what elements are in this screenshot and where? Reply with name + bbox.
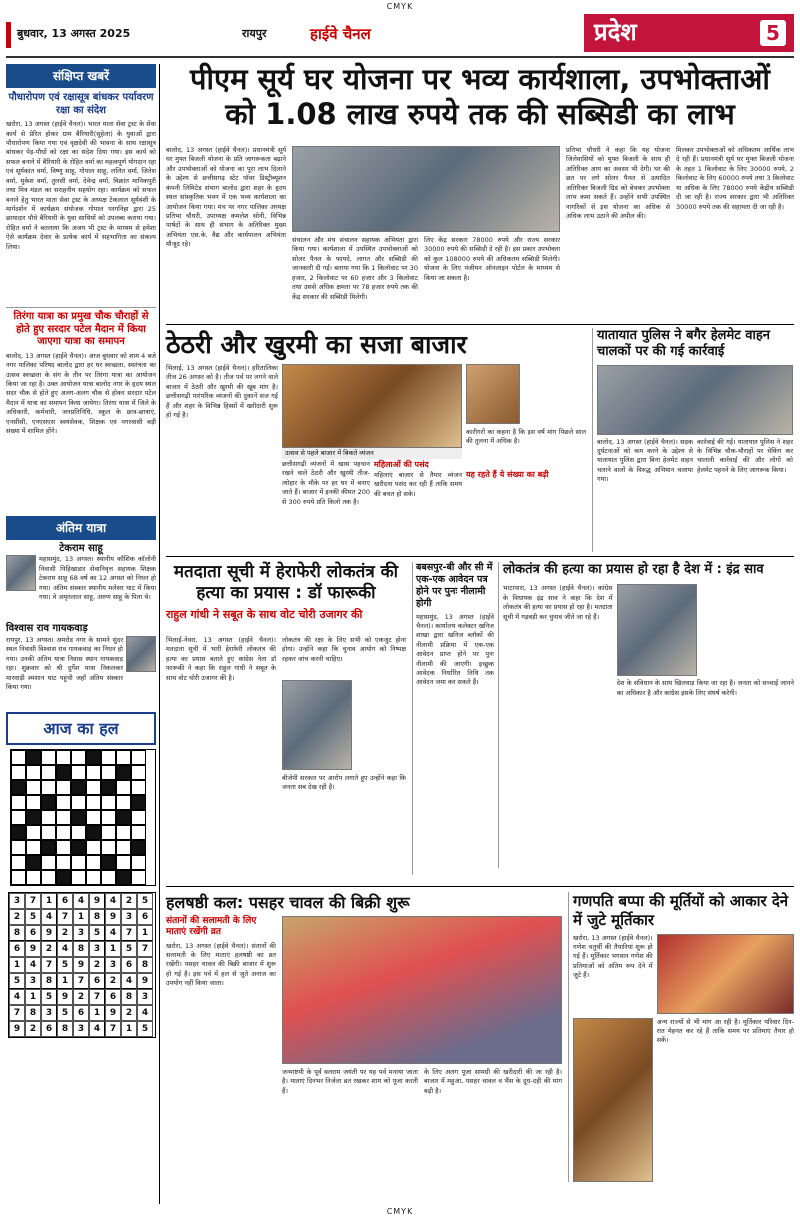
sudoku-cell: 9 [105,1005,121,1021]
lead-photo [292,146,560,232]
obit2-name: विश्वास राव गायकवाड़ [6,623,88,635]
obit1-body: महासमुंद, 13 अगस्त। स्थानीय कौशिक कॉलोनी निवासी पिहिखाडार सेवानिवृत्त सहायक शिक्षक टेकराम साहू 68 वर्ष का 12 अगस्त को निधन हो गया। अंतिम संस्कार स्थानीय मलेसर घाट में किया गया। वे अमृतलाल साहू, अरुण साहू के पिता थे। [39,555,156,602]
page-header [6,14,794,58]
thekri-sub-wrap [374,460,462,549]
sudoku-cell: 6 [9,941,25,957]
sudoku-cell: 4 [89,1021,105,1037]
brief-story1-body: खरोरा, 13 अगस्त (हाईवे चैनल)। भारत माता सेवा ट्रस्ट के सेवा कार्य से प्रेरित होकर ग्राम बैरियारी(सुहेला) के युवाओं द्वारा पौधारोपण किया गया एवं वृक्षदेवी की भावना के साथ रक्षासूत्र बांधकर पेड़-पौधों को रक्षा का संदेश दिया गया। इस कार्य को सफल बनाने में बैरियारी के रोहित वर्मा का महत्वपूर्ण योगदान रहा एवं सूर्यकांत वर्मा, विष्णु साहू, गोपाल साहू, ललित वर्मा, जितेश वर्मा, मुकेश वर्मा, तुलसी वर्मा, देवेन्द्र वर्मा, विक्रांत मानिकपुरी तथा मित्र मंडल का सराहनीय सहयोग रहा। कार्यक्रम को सफल बनाने हेतु भारत माता सेवा ट्रस्ट के अध्यक्ष टेकलाल सूर्यवंशी के मार्गदर्शन में कार्यक्रम संयोजक गोपाल परगनिहा द्वारा 25 छायादार पौधे बैरियारी के युवा साथियों को उपलब्ध कराया गया। रोहित वर्मा ने बतलाया कि अजय भी ट्रस्ट के माध्यम से हमेशा ऐसे कार्यक्रम देवार के प्रत्येक कार्य में सहभागिता का संकल्प लिया। [6,120,156,251]
lead-body-col5: मिलकर उपभोक्ताओं को अधिकतम आर्थिक लाभ दे रही हैं। प्रधानमंत्री सूर्य घर मुफ्त बिजली योजना के तहत 1 किलोवाट के लिए 30000 रुपये, 2 किलोवाट के लिए 60000 रुपये तथा 3 किलोवाट या अधिक के लिए 78000 रुपये केंद्रीय सब्सिडी दी जा रही है। राज्य सरकार द्वारा भी अतिरिक्त 30000 रुपये तक की सहायता दी जा रही है। [676,146,794,211]
sudoku-cell: 3 [89,941,105,957]
sudoku-cell: 7 [73,973,89,989]
print-mark-top: CMYK [386,2,414,11]
sudoku-cell: 4 [25,957,41,973]
sudoku-cell: 9 [73,957,89,973]
divider [166,886,794,887]
lead-headline [166,62,794,133]
sudoku-cell: 2 [121,1005,137,1021]
sudoku-cell: 8 [41,973,57,989]
sudoku-cell: 8 [121,989,137,1005]
obit1-name: टेकराम साहू [59,542,103,554]
farooqui-photo [282,680,352,770]
sudoku-cell: 1 [121,1021,137,1037]
sudoku-cell: 7 [41,957,57,973]
sudoku-cell: 4 [105,893,121,909]
sao-photo [617,584,697,676]
thekri-body4: कारीगरों का कहना है कि इस वर्ष मांग पिछले साल की तुलना में अधिक है। [466,428,586,446]
sudoku-cell: 2 [9,909,25,925]
sao-body1: भाटापारा, 13 अगस्त (हाईवे चैनल)। कांग्रेस के विधायक इंद्र साव ने कहा कि देश में लोकतंत्र की हत्या का प्रयास हो रहा है। मतदाता सूची में गड़बड़ी कर चुनाव जीते जा रहे हैं। [503,584,613,621]
halchhath-headline: हलषष्ठी कल: पसहर चावल की बिक्री शुरू [166,893,410,912]
puzzle-title: आज का हल [6,712,156,746]
ganesh-body2: अन्य राज्यों से भी मांग आ रही है। मूर्तिकार परिवार दिन-रात मेहनत कर रहे हैं ताकि समय पर प्रतिमाएं तैयार हो सकें। [656,1017,794,1045]
brand-logo: हाईवे चैनल [310,25,371,43]
halchhath-body1: खरोरा, 13 अगस्त (हाईवे चैनल)। संतानों की सलामती के लिए माताएं हलषष्ठी का व्रत रखेंगी। पसहर चावल की बिक्री बाजार में शुरू हो गई है। इस पर्व में हल से जुते अनाज का उपयोग नहीं किया जाता। [166,941,276,988]
halchhath-photo [282,916,562,1064]
sudoku-cell: 1 [137,925,153,941]
sudoku-cell: 2 [25,1021,41,1037]
crossword-grid [10,749,156,886]
sudoku-cell: 8 [73,941,89,957]
halchhath-body3: के लिए अलग पूजा सामग्री की खरीदारी की जा रही है। बाजार में महुआ, पसहर चावल व भैंस के दूध-दही की मांग बढ़ी है। [424,1068,562,1095]
sudoku-cell: 9 [105,909,121,925]
crossword [10,749,156,886]
lead-headline-line2: को 1.08 लाख रुपये तक की सब्सिडी का लाभ [225,97,735,132]
sudoku-cell: 6 [121,957,137,973]
sudoku-cell: 4 [9,989,25,1005]
lead-body-col1: बालोद, 13 अगस्त (हाईवे चैनल)। प्रधानमंत्री सूर्य घर मुफ्त बिजली योजना के प्रति जागरूकता बढ़ाने और उपभोक्ताओं को योजना का पूरा लाभ दिलाने के उद्देश्य से छत्तीसगढ़ स्टेट पॉवर डिस्ट्रीब्यूशन कंपनी लिमिटेड संभाग बालोद द्वारा शहर के हृदय स्थल सांस्कृतिक भवन में एक भव्य कार्यशाला का आयोजन किया गया। मंच पर नगर पालिका अध्यक्ष प्रतिभा चौधरी, उपाध्यक्ष कमलेश सोनी, विभिन्न पार्षदों के साथ ही संभाग के अतिरिक्त मुख्य अभियंता एस.के. वैद्य और कार्यपालन अभियंता मौजूद रहे। [166,146,286,249]
sudoku-cell: 5 [25,909,41,925]
sudoku-cell: 1 [105,941,121,957]
sudoku-cell: 7 [57,909,73,925]
sudoku-cell: 8 [89,909,105,925]
sudoku-cell: 1 [73,909,89,925]
divider [166,324,794,325]
sudoku-cell: 4 [105,925,121,941]
brief-title: संक्षिप्त खबरें [6,64,156,88]
print-mark-bottom: CMYK [386,1207,414,1217]
brief-story1-headline: पौधारोपण एवं रक्षासूत्र बांधकर पर्यावरण रक्षा का संदेश [8,92,154,116]
city: रायपुर [242,27,267,40]
sudoku-cell: 1 [41,893,57,909]
farooqui-body1: भिलाई-नेवरा, 13 अगस्त (हाईवे चैनल)। मतदाता सूची में भारी हेराफेरी लोकतंत्र की हत्या का प्रयास बताते हुए कांग्रेस नेता डॉ फारूकी ने कहा कि राहुल गांधी ने सबूत के साथ वोट चोरी उजागर की है। [166,636,276,682]
sao-body2: देश के संविधान के साथ खिलवाड़ किया जा रहा है। जनता को सच्चाई जानने का अधिकार है और कांग्रेस इसके लिए संघर्ष करेगी। [616,679,794,697]
sudoku-cell: 3 [41,1005,57,1021]
sudoku-cell: 4 [57,941,73,957]
helmet-body1: बालोद, 13 अगस्त (हाईवे चैनल)। सड़क दुर्घटनाओं को कम करने के उद्देश्य से यातायात पुलिस द्वारा बिना हेलमेट वाहन चलाने वालों के विरुद्ध अभियान चलाया गया। [597,437,693,484]
sudoku-cell: 9 [41,925,57,941]
auction-body: महासमुंद, 13 अगस्त (हाईवे चैनल)। कार्यालय कलेक्टर खनिज शाखा द्वारा खनिज ब्लॉकों की नीलामी प्रक्रिया में एक-एक आवेदन प्राप्त होने पर पुनः नीलामी की जाएगी। इच्छुक आवेदक निर्धारित तिथि तक आवेदन जमा कर सकते हैं। [416,612,494,687]
helmet-body2: कार्रवाई की गई। यातायात पुलिस ने शहर के विभिन्न चौक-चौराहों पर चेकिंग कर चालानी कार्रवाई की और लोगों को हेलमेट पहनने के लिए जागरूक किया। [697,437,793,474]
sudoku-cell: 2 [73,989,89,1005]
obit2-photo [126,636,156,672]
farooqui-headline: मतदाता सूची में हेराफेरी लोकतंत्र की हत्या का प्रयास : डॉ फारूकी [173,562,399,604]
auction-story [412,562,494,875]
sudoku-cell: 4 [73,893,89,909]
sudoku-cell: 4 [121,973,137,989]
sudoku-cell: 7 [25,893,41,909]
ganesh-photo [657,934,794,1014]
farooqui-body2: लोकतंत्र की रक्षा के लिए सभी को एकजुट होना होगा। उन्होंने कहा कि चुनाव आयोग को निष्पक्ष रहकर जांच करनी चाहिए। [282,636,406,663]
obituary-title: अंतिम यात्रा [6,516,156,540]
sudoku-cell: 3 [9,893,25,909]
helmet-photo [597,365,793,435]
thekri-photo [282,364,462,448]
obit2-body: रायपुर, 13 अगस्त। अमरोड नगर के सामने सुंदर स्थल निवासी विश्वास राव गायकवाड़ का निधन हो गया। उनकी अंतिम यात्रा निवास स्थान गायकवाड़ रहा। शुक्रवार को श्री दुर्गेश यात्रा निकलकर मारवाड़ी श्मशान घाट पहुंची जहाँ अंतिम संस्कार किया गया। [6,635,123,691]
left-sidebar [6,64,156,1204]
thekri-subhead2: यह रहते हैं ये संख्या का बढ़ी [466,470,549,479]
sudoku-cell: 1 [9,957,25,973]
lead-body-col4: प्रतिभा चौधरी ने कहा कि यह योजना जिलेवासियों को मुफ्त बिजली के साथ ही अतिरिक्त आय का अवसर भी देगी। घर की छत पर लगे सोलर पैनल से उत्पादित अतिरिक्त बिजली ग्रिड को बेचकर उपभोक्ता लाभ कमा सकते हैं। उन्होंने सभी उपस्थित नागरिकों से इस योजना का अधिक से अधिक लाभ उठाने की अपील की। [566,146,670,220]
ganesh-story [568,892,794,1182]
sudoku-cell: 3 [73,1021,89,1037]
thekri-body1: भिलाई, 13 अगस्त (हाईवे चैनल)। हरितालिका तीज 26 अगस्त को है। तीज पर्व पर लगने वाले बाजार में ठेठरी और खुरमी की खूब मांग है। छत्तीसगढ़ी पारंपरिक व्यंजनों की दुकानें सज गई हैं और शहर के विभिन्न हिस्सों में खरीदारी शुरू हो गई है। [166,364,278,420]
sudoku-cell: 8 [25,1005,41,1021]
sudoku-cell: 9 [89,893,105,909]
thekri-body2: छत्तीसगढ़ी व्यंजनों में खास पहचान रखने वाले ठेठरी और खुरमी तीज-त्योहार के मौके पर हर घर में बनाए जाते हैं। बाजार में इनकी कीमत 200 से 300 रुपये प्रति किलो तक है। [282,460,370,506]
sudoku-cell: 2 [121,893,137,909]
sudoku-cell: 5 [137,1021,153,1037]
thekri-headline: ठेठरी और खुरमी का सजा बाजार [166,330,467,359]
halchhath-body2: जन्माष्टमी के पूर्व बलराम जयंती पर यह पर्व मनाया जाता है। माताएं दिनभर निर्जला व्रत रखकर शाम को पूजा करती हैं। [282,1068,418,1095]
halchhath-left [166,916,276,1212]
sudoku-cell: 3 [137,989,153,1005]
thekri-photo-small [466,364,520,424]
sudoku-cell: 1 [25,989,41,1005]
sudoku-cell: 2 [105,973,121,989]
sudoku-cell: 7 [105,1021,121,1037]
thekri-caption: उत्सव से पहले बाजार में बिकते व्यंजन [282,448,462,459]
auction-headline: बबसपुर-बी और सी में एक-एक आवेदन पत्र होने पर पुनः नीलामी होगी [416,562,493,609]
sudoku-cell: 5 [121,941,137,957]
brief-story2-body: बालोद, 13 अगस्त (हाईवे चैनल)। आज बुधवार को शाम 4 बजे नगर पालिका परिषद बालोद द्वारा हर घर स्वच्छता, स्वतंत्रता का उत्सव स्वच्छता के संग के तीन पर तिरंगा यात्रा का आयोजन किया जा रहा है। उक्त आयोजन यात्रा बालोद नगर के हृदय स्थल सदर चौक से होते हुए अलग-अलग चौक से होकर सरदार पटेल मैदान में यात्रा का समापन किया जायेगा। तिरंगा यात्रा में जिले के अधिकारी, कर्मचारी, जनप्रतिनिधि, स्कूल के छात्र-छात्राएं, एनसीसी, एनएसएस स्वयंसेवक, शिक्षक एवं नगरवासी बड़ी संख्या में शामिल होंगे। [6,351,156,436]
sudoku-cell: 4 [41,909,57,925]
halchhath-subhead: संतानों की सलामती के लिए माताएं रखेंगी व्रत [166,916,257,938]
divider [166,556,794,557]
sudoku-cell: 8 [137,957,153,973]
sudoku-cell: 6 [105,989,121,1005]
sudoku-cell: 8 [9,925,25,941]
sudoku-cell: 7 [121,925,137,941]
lead-headline-line1: पीएम सूर्य घर योजना पर भव्य कार्यशाला, उपभोक्ताओं [190,62,770,96]
farooqui-body3: बीजेपी सरकार पर आरोप लगाते हुए उन्होंने कहा कि जनता सब देख रही है। [282,774,406,792]
lead-body-col3: लिए केंद्र सरकार 78000 रुपये और राज्य सरकार 30000 रुपये की सब्सिडी दे रही है। इस प्रकार उपभोक्ता को कुल 108000 रुपये की अधिकतम सब्सिडी मिलेगी। योजना के लिए पंजीयन ऑनलाइन पोर्टल के माध्यम से किया जा सकता है। [424,236,560,282]
sudoku-cell: 4 [137,1005,153,1021]
sudoku-cell: 8 [57,1021,73,1037]
sao-story [498,562,794,868]
sudoku-cell: 3 [121,909,137,925]
sudoku-cell: 5 [89,925,105,941]
sudoku-cell: 2 [89,957,105,973]
column-divider [159,64,160,1204]
ganesh-body1: खरोरा, 13 अगस्त (हाईवे चैनल)। गणेश चतुर्थी की तैयारियां शुरू हो गई हैं। मूर्तिकार भगवान गणेश की प्रतिमाओं को अंतिम रूप देने में जुटे हैं। [573,933,653,980]
sudoku-cell: 9 [137,973,153,989]
section-band [584,14,794,52]
sudoku-cell: 5 [41,989,57,1005]
ganesh-headline: गणपति बप्पा की मूर्तियों को आकार देने में जुटे मूर्तिकार [573,892,789,929]
sudoku-cell: 7 [9,1005,25,1021]
sudoku-cell: 3 [73,925,89,941]
sudoku-cell: 2 [57,925,73,941]
helmet-headline: यातायात पुलिस ने बगैर हेलमेट वाहन चालकों पर की गई कार्रवाई [597,328,771,360]
sudoku-cell: 6 [137,909,153,925]
sudoku-cell: 2 [41,941,57,957]
date: बुधवार, 13 अगस्त 2025 [6,22,234,48]
sudoku-cell: 9 [9,1021,25,1037]
section-title: प्रदेश [594,18,637,46]
thekri-subhead: महिलाओं की पसंद [374,460,429,469]
sudoku-cell: 6 [89,973,105,989]
sudoku-cell: 1 [57,973,73,989]
sudoku-cell: 6 [41,1021,57,1037]
sudoku-cell: 5 [137,893,153,909]
page-number: 5 [760,20,786,46]
sudoku-cell: 6 [57,893,73,909]
sudoku-cell: 5 [9,973,25,989]
lead-body-col2: संचालन और मंच संचालन सहायक अभियंता द्वारा किया गया। कार्यशाला में उपस्थित उपभोक्ताओं को सोलर पैनल के फायदे, लागत और सब्सिडी की जानकारी दी गई। बताया गया कि 1 किलोवाट पर 30 हजार, 2 किलोवाट पर 60 हजार और 3 किलोवाट तथा उससे अधिक क्षमता पर 78 हजार रुपये तक की केंद्र सरकार की सब्सिडी मिलेगी। [292,236,418,301]
sudoku-cell: 1 [89,1005,105,1021]
sudoku-cell: 6 [73,1005,89,1021]
sudoku-cell: 3 [105,957,121,973]
farooqui-subhead: राहुल गांधी ने सबूत के साथ वोट चोरी उजागर की [166,607,363,621]
sudoku-cell: 5 [57,1005,73,1021]
halchhath-story [166,892,566,914]
sudoku-cell: 5 [57,957,73,973]
helmet-story [592,328,794,552]
sudoku-cell: 7 [89,989,105,1005]
sao-headline: लोकतंत्र की हत्या का प्रयास हो रहा है देश में : इंद्र साव [503,562,764,577]
sudoku [8,892,156,1038]
sudoku-cell: 9 [57,989,73,1005]
thekri-body3: महिलाएं बाजार से तैयार व्यंजन खरीदना पसंद कर रही हैं ताकि समय की बचत हो सके। [374,470,462,498]
sudoku-cell: 9 [25,941,41,957]
ganesh-photo-2 [573,1018,653,1182]
obit1-photo [6,555,36,591]
sudoku-cell: 7 [137,941,153,957]
brief-story2-headline: तिरंगा यात्रा का प्रमुख चौक चौराहों से होते हुए सरदार पटेल मैदान में किया जाएगा यात्रा का समापन [6,307,156,349]
sudoku-cell: 3 [25,973,41,989]
sudoku-grid [8,892,156,1038]
farooqui-story [166,562,406,622]
sudoku-cell: 6 [25,925,41,941]
